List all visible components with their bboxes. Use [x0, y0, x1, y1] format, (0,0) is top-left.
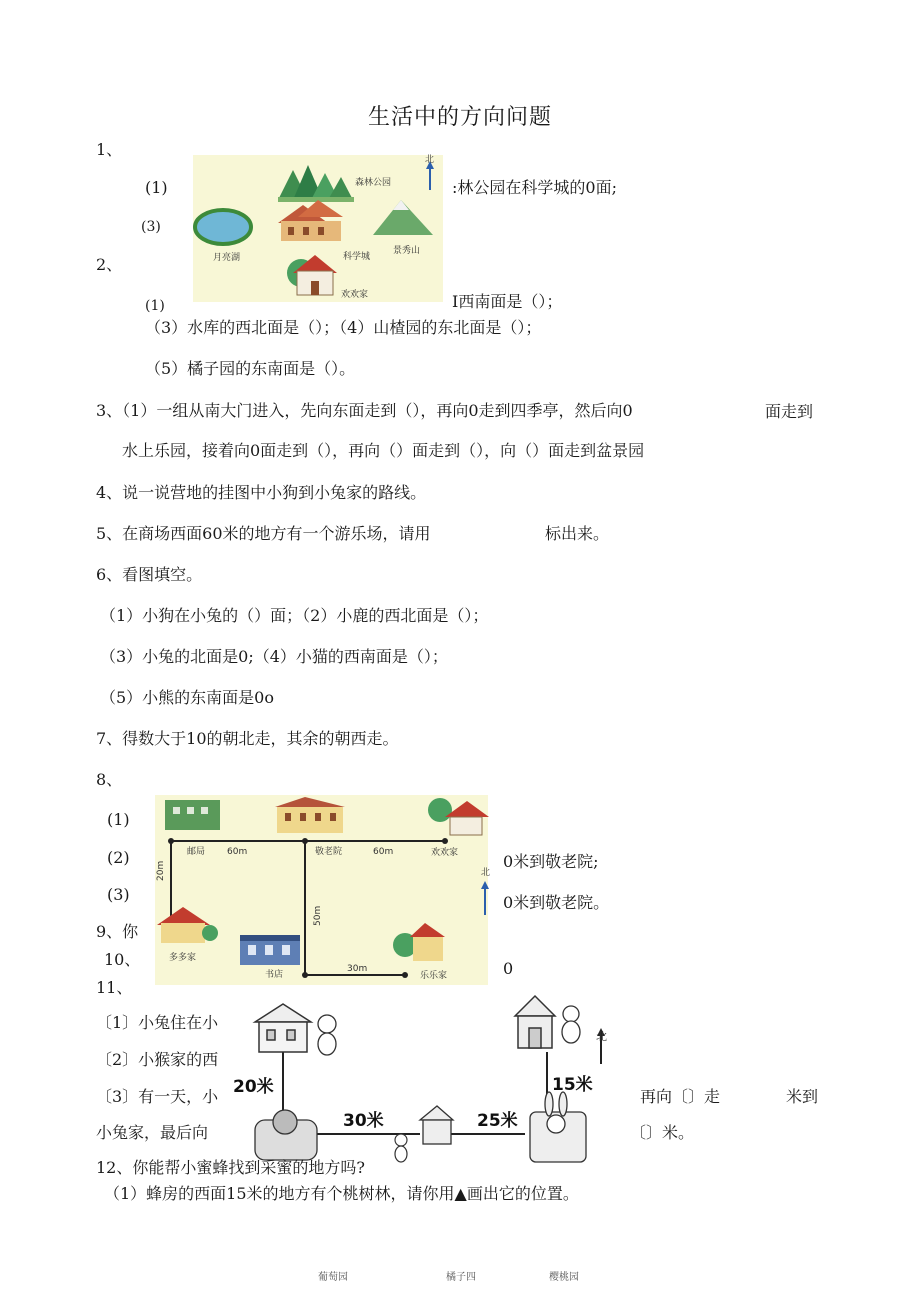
lake-icon — [195, 210, 251, 244]
q8-item3-text: 0米到敬老院。 — [503, 893, 610, 912]
label-north-2: 北 — [481, 868, 491, 878]
label-huanhuan: 欢欢家 — [431, 848, 459, 858]
q8-number: 8、 — [96, 770, 123, 789]
map-animal-homes — [225, 992, 610, 1172]
q8-item3: (3) — [107, 885, 130, 904]
label-25m: 25米 — [477, 1111, 518, 1131]
post-office-icon — [165, 800, 220, 830]
q3-line2: 水上乐园，接着向0面走到（），再向（）面走到（），向（）面走到盆景园 — [122, 441, 645, 460]
label-dist-lele: 30m — [347, 964, 368, 974]
q8-item1: (1) — [107, 810, 130, 829]
q1-item1-text: :林公园在科学城的0面; — [452, 178, 617, 197]
q8-item2-text: 0米到敬老院; — [503, 852, 599, 871]
q6-item12: （1）小狗在小兔的（）面；（2）小鹿的西北面是（）； — [100, 606, 489, 625]
label-forest: 森林公园 — [355, 178, 392, 188]
bookstore-icon — [240, 935, 300, 965]
q11-item1: 〔1〕小兔住在小 — [96, 1013, 219, 1032]
q2-number: 2、 — [96, 255, 123, 274]
q12-item1: （1）蜂房的西面15米的地方有个桃树林，请你用▲画出它的位置。 — [104, 1184, 579, 1203]
label-15m: 15米 — [552, 1075, 593, 1095]
label-science: 科学城 — [343, 252, 371, 262]
footer-cherry: 樱桃园 — [549, 1272, 579, 1283]
q2-item34: （3）水库的西北面是（）；（4）山楂园的东北面是（）； — [145, 318, 542, 337]
q11-item4: 小兔家，最后向 — [96, 1123, 209, 1142]
label-post: 邮局 — [187, 847, 206, 857]
label-home: 欢欢家 — [341, 290, 369, 300]
q1-number: 1、 — [96, 140, 123, 159]
q2-item5: （5）橘子园的东南面是（）。 — [145, 359, 356, 378]
label-duoduo: 多多家 — [169, 953, 197, 963]
q10: 10、 — [104, 950, 141, 969]
q5: 5、在商场西面60米的地方有一个游乐场，请用 — [96, 524, 431, 543]
label-north-3: 北 — [596, 1030, 607, 1043]
q11-item3: 〔3〕有一天，小 — [96, 1087, 219, 1106]
q1-item3: (3) — [141, 219, 161, 235]
small-cat-icon — [395, 1134, 407, 1162]
label-north: 北 — [425, 155, 435, 165]
q1-item1: (1) — [145, 178, 168, 197]
q7: 7、得数大于10的朝北走，其余的朝西走。 — [96, 729, 399, 748]
q2-item1: (1) — [145, 298, 165, 314]
page-title: 生活中的方向问题 — [367, 105, 552, 130]
label-lake: 月亮湖 — [213, 253, 241, 263]
label-lele: 乐乐家 — [420, 971, 448, 981]
q6-item34: （3）小兔的北面是0;（4）小猫的西南面是（）； — [100, 647, 448, 666]
q11-item3-mid: 再向〔〕走 — [640, 1087, 721, 1106]
q11-item3-end: 米到 — [786, 1087, 819, 1106]
q2-item1-text: I西南面是（）； — [452, 292, 563, 311]
q9: 9、你 — [96, 922, 139, 941]
map-town-routes — [155, 795, 491, 985]
label-30m: 30米 — [343, 1111, 384, 1131]
q5-tail: 标出来。 — [545, 524, 610, 543]
q3-line1: 3、（1）一组从南大门进入，先向东面走到（），再向0走到四季亭，然后向0 — [96, 401, 633, 420]
footer-grape: 葡萄园 — [318, 1272, 348, 1283]
label-20m: 20米 — [233, 1077, 274, 1097]
label-dist-elder-store: 50m — [313, 905, 323, 926]
map-scenic-area — [193, 155, 443, 302]
label-elder: 敬老院 — [315, 847, 343, 857]
q11-item2: 〔2〕小猴家的西 — [96, 1050, 219, 1069]
label-mountain: 景秀山 — [393, 246, 421, 256]
dog-icon — [562, 1006, 580, 1043]
q8-item2: (2) — [107, 848, 130, 867]
q10-tail: 0 — [503, 959, 514, 978]
label-dist-post-elder: 60m — [227, 847, 248, 857]
q6-item5: （5）小熊的东南面是0o — [100, 688, 274, 707]
q6: 6、看图填空。 — [96, 565, 203, 584]
q12: 12、你能帮小蜜蜂找到采蜜的地方吗? — [96, 1158, 365, 1177]
label-dist-post-duoduo: 20m — [156, 860, 166, 881]
q11-number: 11、 — [96, 978, 133, 997]
label-store: 书店 — [265, 970, 284, 980]
q3-line1-tail: 面走到 — [765, 402, 814, 421]
footer-orange: 橘子四 — [446, 1272, 476, 1283]
q11-item4-tail: 〔〕米。 — [630, 1123, 695, 1142]
label-dist-elder-home: 60m — [373, 847, 394, 857]
q4: 4、说一说营地的挂图中小狗到小兔家的路线。 — [96, 483, 427, 502]
